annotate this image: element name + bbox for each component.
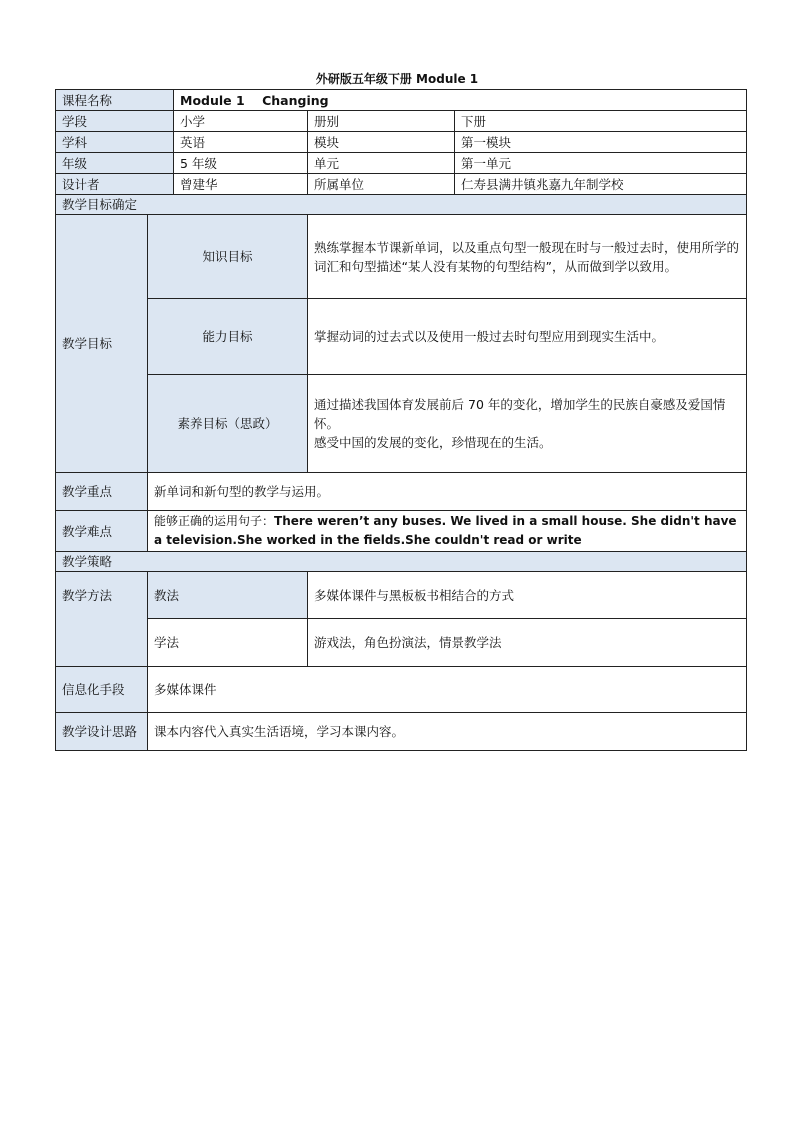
literacy-text-line-2: 感受中国的发展的变化，珍惜现在的生活。 [314,435,552,450]
table-row [56,215,747,299]
method-label: 教学方法 [56,572,148,667]
table-row [56,572,747,619]
literacy-text [308,375,747,473]
module-label: 模块 [308,132,455,153]
knowledge-label: 知识目标 [148,215,308,299]
stage-value: 小学 [174,111,308,132]
stage-label: 学段 [56,111,174,132]
teaching-label: 教法 [148,572,308,619]
subject-value: 英语 [174,132,308,153]
course-name-label: 课程名称 [56,90,174,111]
design-idea-label: 教学设计思路 [56,713,148,751]
course-name-value: Module 1 Changing [174,90,747,111]
info-means-text: 多媒体课件 [148,667,747,713]
section-row [56,552,747,572]
difficulties-prefix: 能够正确的运用句子： [154,514,275,528]
school-value: 仁寿县满井镇兆嘉九年制学校 [455,174,747,195]
design-idea-text: 课本内容代入真实生活语境，学习本课内容。 [148,713,747,751]
section-row [56,195,747,215]
unit-value: 第一单元 [455,153,747,174]
difficulties-text [148,511,747,552]
module-value: 第一模块 [455,132,747,153]
designer-label: 设计者 [56,174,174,195]
info-means-label: 信息化手段 [56,667,148,713]
table-row [56,90,747,111]
objectives-label: 教学目标 [56,215,148,473]
table-row [56,375,747,473]
table-row [56,619,747,667]
difficulties-label: 教学难点 [56,511,148,552]
volume-label: 册别 [308,111,455,132]
knowledge-text: 熟练掌握本节课新单词，以及重点句型一般现在时与一般过去时，使用所学的词汇和句型描述“某人没有某物的句型结构”，从而做到学以致用。 [308,215,747,299]
lesson-plan-table [55,89,747,751]
table-row [56,713,747,751]
strategy-section-title: 教学策略 [56,552,747,572]
teaching-text: 多媒体课件与黑板板书相结合的方式 [308,572,747,619]
table-row [56,132,747,153]
table-row [56,153,747,174]
table-row [56,667,747,713]
volume-value: 下册 [455,111,747,132]
grade-label: 年级 [56,153,174,174]
literacy-label: 素养目标（思政） [148,375,308,473]
objectives-section-title: 教学目标确定 [56,195,747,215]
table-row [56,473,747,511]
subject-label: 学科 [56,132,174,153]
learning-label: 学法 [148,619,308,667]
designer-value: 曾建华 [174,174,308,195]
literacy-text-line-1: 通过描述我国体育发展前后 70 年的变化，增加学生的民族自豪感及爱国情怀。 [314,397,726,431]
school-label: 所属单位 [308,174,455,195]
table-row [56,299,747,375]
table-row [56,174,747,195]
page-title: 外研版五年级下册 Module 1 [315,72,479,86]
table-row [56,511,747,552]
learning-text: 游戏法，角色扮演法，情景教学法 [308,619,747,667]
ability-text: 掌握动词的过去式以及使用一般过去时句型应用到现实生活中。 [308,299,747,375]
key-points-label: 教学重点 [56,473,148,511]
grade-value: 5 年级 [174,153,308,174]
key-points-text: 新单词和新句型的教学与运用。 [148,473,747,511]
unit-label: 单元 [308,153,455,174]
table-row [56,111,747,132]
ability-label: 能力目标 [148,299,308,375]
difficulties-sentences: There weren’t any buses. We lived in a small house. She didn't have a television.She worked in the fields.She couldn't read or write [154,514,737,547]
